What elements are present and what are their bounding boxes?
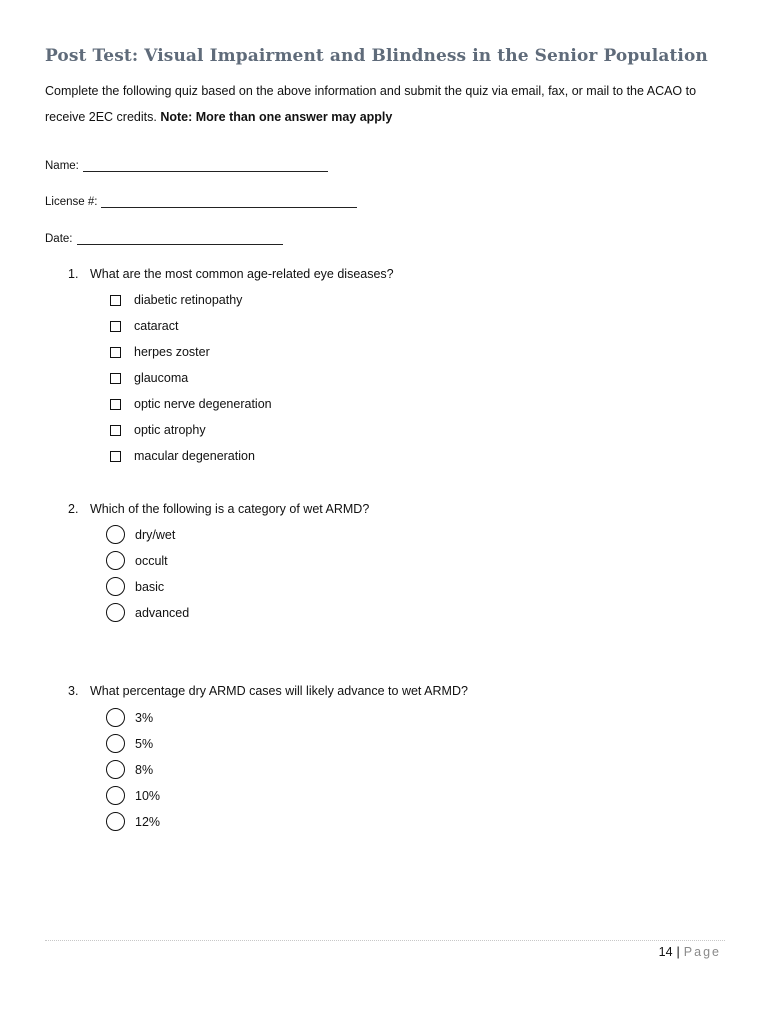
question-3: [68, 684, 468, 698]
checkbox-icon[interactable]: [110, 295, 121, 306]
page-footer: [659, 945, 721, 959]
option-label: 5%: [135, 736, 154, 751]
instructions: [45, 78, 735, 130]
option-label: 3%: [135, 710, 154, 725]
q3-option[interactable]: [110, 734, 153, 753]
option-label: 10%: [135, 788, 161, 803]
option-label: advanced: [135, 605, 190, 620]
option-label: 8%: [135, 762, 154, 777]
question-text: What percentage dry ARMD cases will likely advance to wet ARMD?: [90, 684, 468, 698]
q2-option[interactable]: [110, 525, 175, 544]
checkbox-icon[interactable]: [110, 425, 121, 436]
q1-option[interactable]: [110, 371, 188, 385]
option-label: glaucoma: [134, 371, 189, 385]
footer-divider: [45, 940, 725, 941]
q3-option[interactable]: [110, 812, 160, 831]
date-field: [45, 232, 283, 245]
name-input-line[interactable]: [83, 159, 328, 172]
license-label: License #:: [45, 196, 98, 208]
q1-option[interactable]: [110, 319, 178, 333]
radio-icon[interactable]: [106, 812, 125, 831]
radio-icon[interactable]: [106, 734, 125, 753]
date-input-line[interactable]: [77, 232, 283, 245]
page-title: Post Test: Visual Impairment and Blindness in the Senior Population: [45, 46, 708, 66]
checkbox-icon[interactable]: [110, 373, 121, 384]
option-label: occult: [135, 553, 168, 568]
option-label: diabetic retinopathy: [134, 293, 243, 307]
q3-option[interactable]: [110, 786, 160, 805]
name-label: Name:: [45, 160, 79, 172]
option-label: basic: [135, 579, 165, 594]
q3-option[interactable]: [110, 760, 153, 779]
checkbox-icon[interactable]: [110, 321, 121, 332]
q1-option[interactable]: [110, 293, 242, 307]
question-text: What are the most common age-related eye diseases?: [90, 267, 394, 281]
question-number: 2.: [68, 502, 79, 516]
radio-icon[interactable]: [106, 551, 125, 570]
option-label: optic atrophy: [134, 423, 206, 437]
option-label: optic nerve degeneration: [134, 397, 272, 411]
radio-icon[interactable]: [106, 760, 125, 779]
radio-icon[interactable]: [106, 525, 125, 544]
radio-icon[interactable]: [106, 603, 125, 622]
page-number: 14: [658, 945, 673, 959]
question-text: Which of the following is a category of wet ARMD?: [90, 502, 370, 516]
date-label: Date:: [45, 233, 73, 245]
option-label: macular degeneration: [134, 449, 255, 463]
page-label: Page: [683, 945, 721, 959]
name-field: [45, 159, 328, 172]
q1-option[interactable]: [110, 397, 272, 411]
q1-option[interactable]: [110, 345, 210, 359]
question-2: [68, 502, 369, 516]
option-label: dry/wet: [135, 527, 176, 542]
q1-option[interactable]: [110, 449, 255, 463]
q3-option[interactable]: [110, 708, 153, 727]
question-number: 1.: [68, 267, 79, 281]
checkbox-icon[interactable]: [110, 347, 121, 358]
footer-separator: |: [676, 945, 680, 959]
question-1: [68, 267, 394, 281]
option-label: cataract: [134, 319, 179, 333]
radio-icon[interactable]: [106, 708, 125, 727]
q2-option[interactable]: [110, 603, 189, 622]
option-label: herpes zoster: [134, 345, 210, 359]
license-field: [45, 195, 357, 208]
q2-option[interactable]: [110, 551, 168, 570]
instructions-note: Note: More than one answer may apply: [160, 110, 393, 124]
checkbox-icon[interactable]: [110, 399, 121, 410]
instructions-text: Complete the following quiz based on the above information and submit the quiz via email, fax, or mail to the ACAO to receive 2EC credits.: [45, 84, 697, 124]
radio-icon[interactable]: [106, 786, 125, 805]
q2-option[interactable]: [110, 577, 164, 596]
license-input-line[interactable]: [101, 195, 357, 208]
question-number: 3.: [68, 684, 79, 698]
checkbox-icon[interactable]: [110, 451, 121, 462]
radio-icon[interactable]: [106, 577, 125, 596]
option-label: 12%: [135, 814, 161, 829]
q1-option[interactable]: [110, 423, 206, 437]
